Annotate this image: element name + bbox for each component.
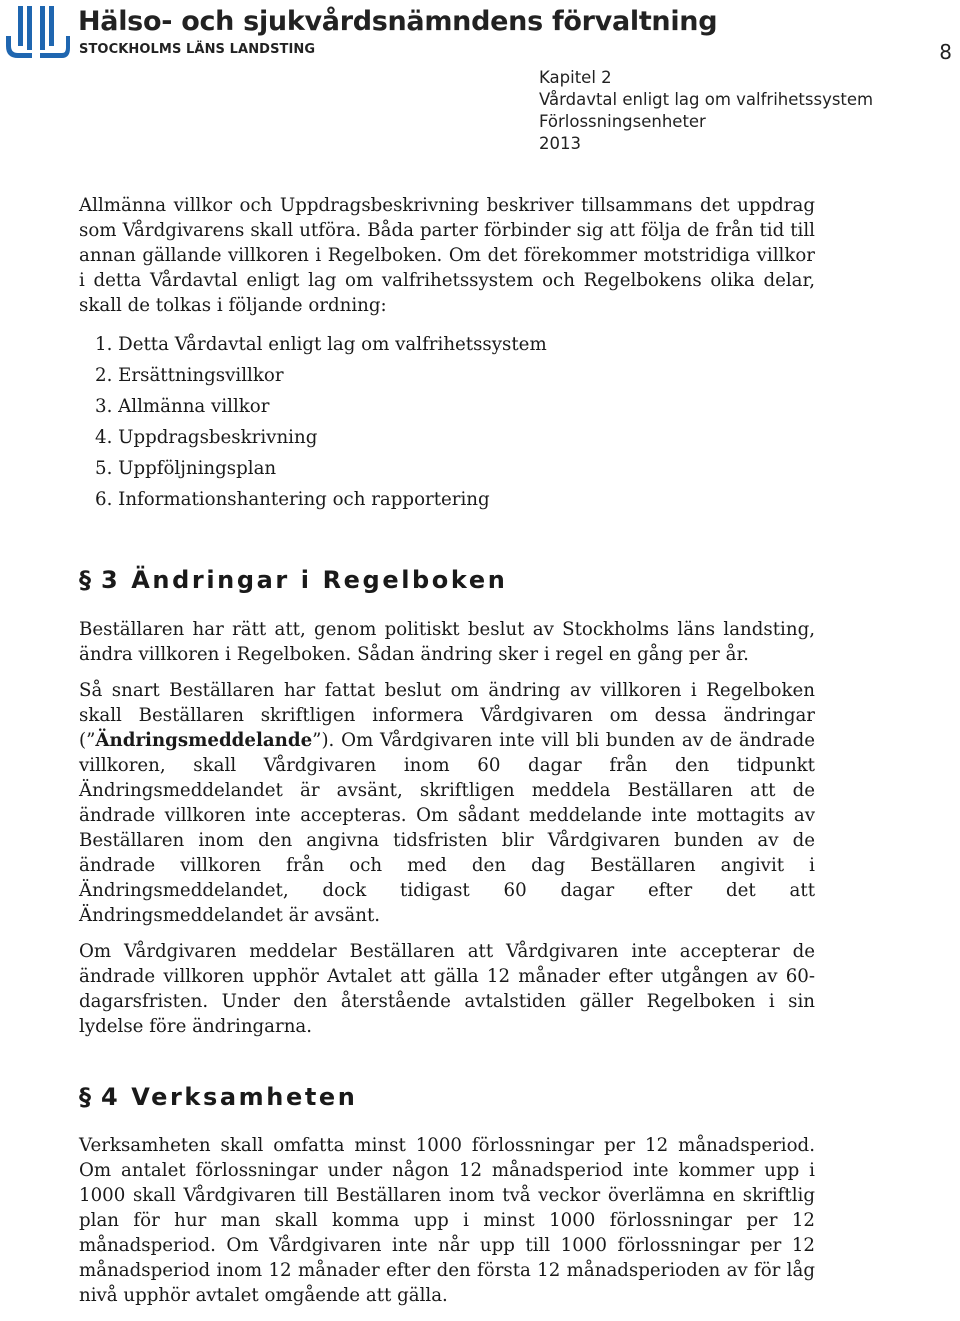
document-body	[79, 193, 815, 1319]
agreement-title: Vårdavtal enligt lag om valfrihetssystem	[539, 90, 874, 109]
section-4-paragraph-1: Verksamheten skall omfatta minst 1000 förlossningar per 12 månadsperiod. Om antalet förlossningar under någon 12 månadsperiod inte kommer upp i 1000 skall Vårdgivaren till Beställaren inom två veckor överlämna en skriftlig plan för hur man skall komma upp i minst 1000 förlossningar per 12 månadsperiod. Om Vårdgivaren inte når upp till 1000 förlossningar per 12 månadsperiod inom 12 månader efter den första 12 månadsperioden av för låg nivå upphör avtalet omgående att gälla.	[79, 1135, 815, 1306]
unit-label: Förlossningsenheter	[539, 112, 706, 131]
section-3-paragraph-2	[79, 678, 815, 928]
section-symbol: §	[79, 1083, 91, 1111]
section-3-paragraph-3: Om Vårdgivaren meddelar Beställaren att Vårdgivaren inte accepterar de ändrade villkoren upphör Avtalet att gälla 12 månader efter utgången av 60-dagarsfristen. Under den återstående avtalstiden gäller Regelboken i sin lydelse före ändringarna.	[79, 941, 815, 1037]
section-3-paragraph-1: Beställaren har rätt att, genom politiskt beslut av Stockholms läns landsting, ändra villkoren i Regelboken. Sådan ändring sker i regel en gång per år.	[79, 619, 815, 665]
text-span: ”). Om Vårdgivaren inte vill bli bunden av de ändrade villkoren, skall Vårdgivaren inom 60 dagar från den tidpunkt Ändringsmeddelandet är avsänt, skriftligen meddela Beställaren att de ändrade villkoren inte accepteras. Om sådant meddelande inte mottagits av Beställaren inom den angivna tidsfristen blir Vårdgivaren bunden av de ändrade villkoren från och med den dag Beställaren angivit i Ändringsmeddelandet, dock tidigast 60 dagar efter det att Ändringsmeddelandet är avsänt.	[79, 730, 815, 926]
sll-logo-icon	[6, 6, 70, 58]
chapter-label: Kapitel 2	[539, 68, 612, 87]
defined-term: Ändringsmeddelande	[95, 730, 313, 751]
page-number: 8	[939, 40, 952, 64]
organization-name: Hälso- och sjukvårdsnämndens förvaltning	[78, 6, 718, 37]
year-label: 2013	[539, 134, 581, 153]
list-item: 3. Allmänna villkor	[95, 396, 270, 417]
section-4-heading	[79, 1085, 815, 1110]
precedence-list	[79, 329, 815, 515]
list-item: 2. Ersättningsvillkor	[95, 365, 284, 386]
section-symbol: §	[79, 566, 91, 594]
section-3-title: 3 Ändringar i Regelboken	[101, 566, 508, 594]
list-item: 4. Uppdragsbeskrivning	[95, 427, 318, 448]
list-item: 6. Informationshantering och rapportering	[95, 489, 490, 510]
section-4-title: 4 Verksamheten	[101, 1083, 358, 1111]
organization-subtitle: STOCKHOLMS LÄNS LANDSTING	[79, 42, 316, 57]
list-item: 5. Uppföljningsplan	[95, 458, 277, 479]
intro-paragraph: Allmänna villkor och Uppdragsbeskrivning beskriver tillsammans det uppdrag som Vårdgivarens skall utföra. Båda parter förbinder sig att följa de från tid till annan gällande villkoren i Regelboken. Om det förekommer motstridiga villkor i detta Vårdavtal enligt lag om valfrihetssystem och Regelbokens olika delar, skall de tolkas i följande ordning:	[79, 195, 815, 316]
list-item: 1. Detta Vårdavtal enligt lag om valfrihetssystem	[95, 334, 547, 355]
document-meta	[539, 67, 873, 155]
text-span: Så snart Beställaren har fattat beslut om ändring av villkoren i Regelboken skall Beställaren skriftligen informera Vårdgivaren om dessa ändringar (”	[79, 680, 815, 751]
section-3-heading	[79, 568, 815, 593]
